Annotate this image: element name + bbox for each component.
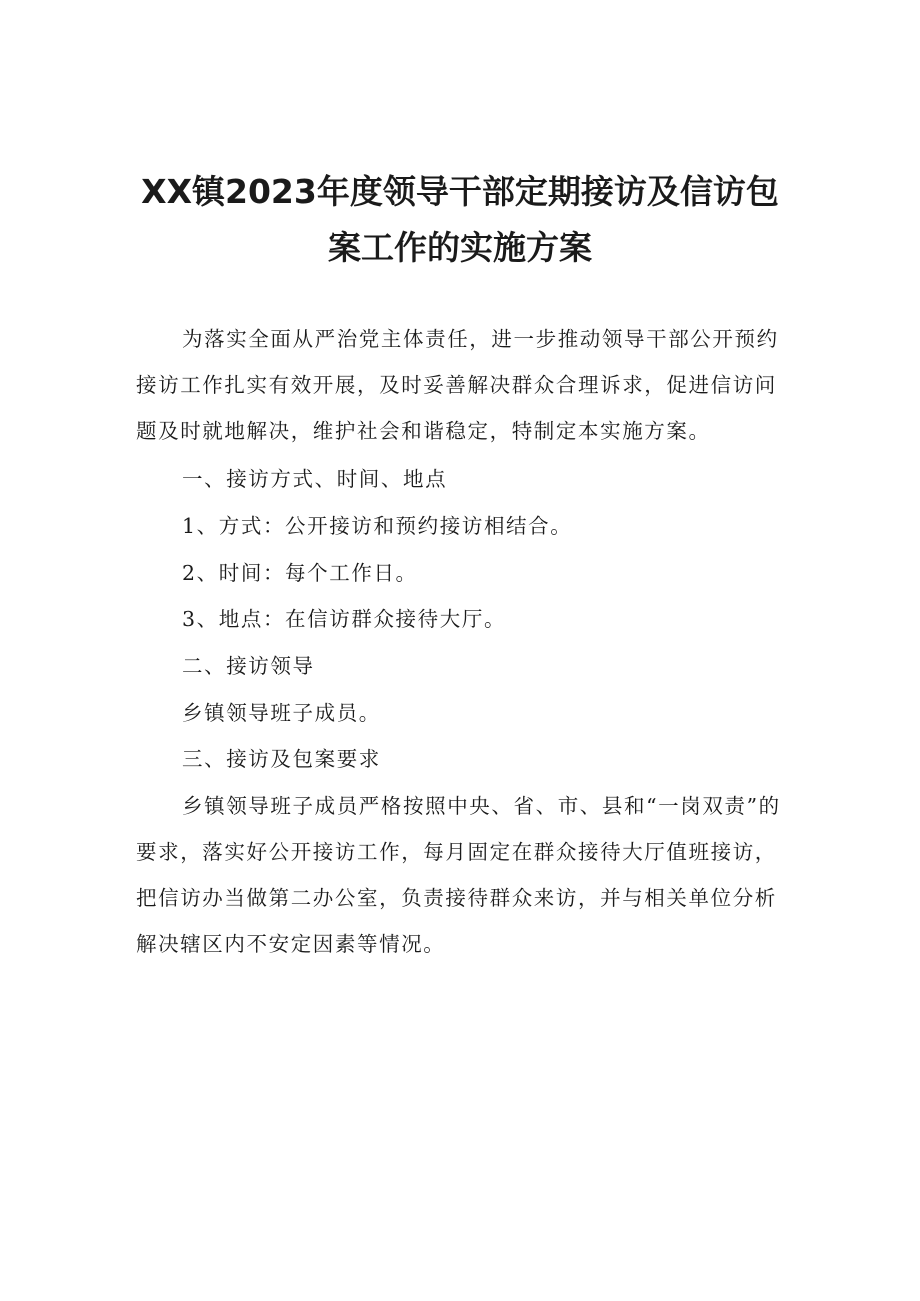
document-title-line-2: 案工作的实施方案 [328, 228, 592, 267]
section-2-heading: 二、接访领导 [182, 654, 315, 678]
document-title-line-1: XX镇2023年度领导干部定期接访及信访包 [141, 172, 779, 211]
section-1-item-method: 1、方式：公开接访和预约接访相结合。 [182, 514, 573, 538]
section-3-heading: 三、接访及包案要求 [182, 747, 381, 771]
section-1-item-location: 3、地点：在信访群众接待大厅。 [182, 607, 507, 631]
section-1-heading: 一、接访方式、时间、地点 [182, 467, 448, 491]
section-1-item-time: 2、时间：每个工作日。 [182, 561, 418, 585]
intro-paragraph: 为落实全面从严治党主体责任，进一步推动领导干部公开预约接访工作扎实有效开展，及时妥善解决群众合理诉求，促进信访问题及时就地解决，维护社会和谐稳定，特制定本实施方案。 [136, 327, 779, 443]
section-3-paragraph: 乡镇领导班子成员严格按照中央、省、市、县和“一岗双责”的要求，落实好公开接访工作，每月固定在群众接待大厅值班接访，把信访办当做第二办公室，负责接待群众来访，并与相关单位分析解决辖区内不安定因素等情况。 [136, 794, 781, 956]
section-2-text: 乡镇领导班子成员。 [182, 701, 381, 725]
